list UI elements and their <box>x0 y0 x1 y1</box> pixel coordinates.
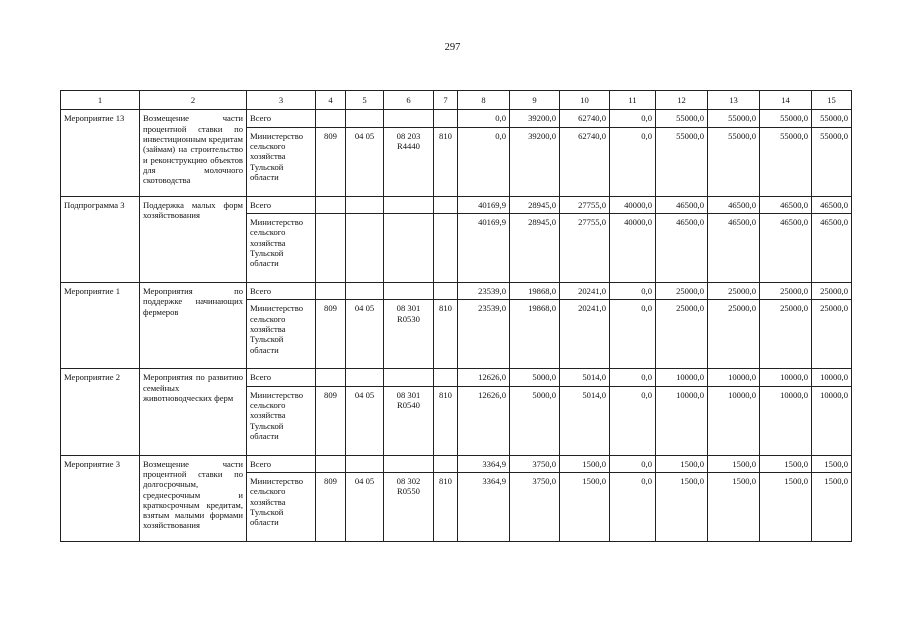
budget-code: 810 <box>434 127 458 196</box>
column-header: 12 <box>656 91 708 110</box>
amount-cell: 28945,0 <box>510 213 560 282</box>
amount-cell: 27755,0 <box>560 213 610 282</box>
amount-cell: 1500,0 <box>760 472 812 541</box>
program-name: Мероприятия по поддержке начинающих фермеров <box>140 282 247 368</box>
amount-cell: 46500,0 <box>656 196 708 213</box>
amount-cell: 5000,0 <box>510 386 560 455</box>
budget-code: 04 05 <box>346 127 384 196</box>
budget-code: 04 05 <box>346 300 384 369</box>
column-header: 4 <box>316 91 346 110</box>
amount-cell: 0,0 <box>610 369 656 386</box>
amount-cell: 0,0 <box>458 127 510 196</box>
amount-cell: 1500,0 <box>760 455 812 472</box>
amount-cell: 10000,0 <box>760 369 812 386</box>
column-header: 10 <box>560 91 610 110</box>
amount-cell: 25000,0 <box>812 282 852 299</box>
amount-cell: 23539,0 <box>458 300 510 369</box>
budget-code <box>316 282 346 299</box>
funding-source: Министерство сельского хозяйства Тульской области <box>247 472 316 541</box>
amount-cell: 0,0 <box>610 472 656 541</box>
program-code: Мероприятие 1 <box>61 282 140 368</box>
budget-code: 08 301 R0540 <box>384 386 434 455</box>
column-header: 15 <box>812 91 852 110</box>
amount-cell: 46500,0 <box>656 213 708 282</box>
page-number: 297 <box>444 42 461 53</box>
amount-cell: 0,0 <box>610 110 656 127</box>
budget-code <box>384 282 434 299</box>
budget-code: 809 <box>316 386 346 455</box>
budget-code: 08 203 R4440 <box>384 127 434 196</box>
amount-cell: 1500,0 <box>560 455 610 472</box>
amount-cell: 39200,0 <box>510 110 560 127</box>
budget-code <box>346 282 384 299</box>
funding-source: Министерство сельского хозяйства Тульской области <box>247 386 316 455</box>
budget-code <box>316 213 346 282</box>
budget-code: 04 05 <box>346 386 384 455</box>
budget-code <box>434 196 458 213</box>
budget-code <box>434 282 458 299</box>
column-header: 11 <box>610 91 656 110</box>
amount-cell: 5000,0 <box>510 369 560 386</box>
column-header: 8 <box>458 91 510 110</box>
column-header: 3 <box>247 91 316 110</box>
budget-code: 08 301 R0530 <box>384 300 434 369</box>
funding-source: Всего <box>247 196 316 213</box>
funding-source: Министерство сельского хозяйства Тульской области <box>247 300 316 369</box>
amount-cell: 55000,0 <box>656 127 708 196</box>
program-code: Мероприятие 3 <box>61 455 140 541</box>
amount-cell: 40000,0 <box>610 213 656 282</box>
amount-cell: 39200,0 <box>510 127 560 196</box>
funding-source: Министерство сельского хозяйства Тульской области <box>247 213 316 282</box>
amount-cell: 1500,0 <box>656 455 708 472</box>
amount-cell: 0,0 <box>610 282 656 299</box>
amount-cell: 55000,0 <box>656 110 708 127</box>
budget-code <box>384 196 434 213</box>
amount-cell: 1500,0 <box>708 455 760 472</box>
table-row-total <box>61 282 852 299</box>
program-code: Подпрограмма 3 <box>61 196 140 282</box>
program-code: Мероприятие 2 <box>61 369 140 455</box>
funding-source: Министерство сельского хозяйства Тульской области <box>247 127 316 196</box>
amount-cell: 12626,0 <box>458 369 510 386</box>
amount-cell: 10000,0 <box>708 386 760 455</box>
budget-code <box>316 110 346 127</box>
column-header: 1 <box>61 91 140 110</box>
amount-cell: 55000,0 <box>812 127 852 196</box>
amount-cell: 20241,0 <box>560 282 610 299</box>
amount-cell: 25000,0 <box>708 300 760 369</box>
funding-source: Всего <box>247 455 316 472</box>
amount-cell: 40169,9 <box>458 196 510 213</box>
budget-code <box>346 213 384 282</box>
amount-cell: 28945,0 <box>510 196 560 213</box>
amount-cell: 46500,0 <box>812 196 852 213</box>
budget-code: 810 <box>434 472 458 541</box>
amount-cell: 55000,0 <box>708 127 760 196</box>
column-header: 13 <box>708 91 760 110</box>
amount-cell: 55000,0 <box>760 127 812 196</box>
amount-cell: 20241,0 <box>560 300 610 369</box>
amount-cell: 46500,0 <box>812 213 852 282</box>
column-header: 7 <box>434 91 458 110</box>
amount-cell: 25000,0 <box>656 282 708 299</box>
budget-code <box>316 455 346 472</box>
funding-source: Всего <box>247 282 316 299</box>
amount-cell: 40000,0 <box>610 196 656 213</box>
funding-source: Всего <box>247 110 316 127</box>
amount-cell: 46500,0 <box>760 213 812 282</box>
amount-cell: 10000,0 <box>760 386 812 455</box>
budget-code <box>316 196 346 213</box>
budget-code: 809 <box>316 300 346 369</box>
amount-cell: 1500,0 <box>812 455 852 472</box>
budget-code: 809 <box>316 472 346 541</box>
amount-cell: 12626,0 <box>458 386 510 455</box>
budget-code: 810 <box>434 300 458 369</box>
amount-cell: 3364,9 <box>458 455 510 472</box>
amount-cell: 62740,0 <box>560 127 610 196</box>
budget-code <box>434 110 458 127</box>
amount-cell: 46500,0 <box>708 196 760 213</box>
budget-code <box>346 196 384 213</box>
budget-code: 810 <box>434 386 458 455</box>
amount-cell: 1500,0 <box>656 472 708 541</box>
budget-code <box>346 369 384 386</box>
budget-code <box>434 213 458 282</box>
amount-cell: 40169,9 <box>458 213 510 282</box>
funding-source: Всего <box>247 369 316 386</box>
amount-cell: 1500,0 <box>708 472 760 541</box>
amount-cell: 19868,0 <box>510 300 560 369</box>
table-row-total <box>61 196 852 213</box>
column-header: 6 <box>384 91 434 110</box>
amount-cell: 0,0 <box>610 127 656 196</box>
table-row-total <box>61 455 852 472</box>
amount-cell: 27755,0 <box>560 196 610 213</box>
amount-cell: 25000,0 <box>656 300 708 369</box>
amount-cell: 10000,0 <box>708 369 760 386</box>
budget-code: 809 <box>316 127 346 196</box>
amount-cell: 55000,0 <box>708 110 760 127</box>
budget-code <box>384 369 434 386</box>
amount-cell: 10000,0 <box>812 369 852 386</box>
program-name: Поддержка малых форм хозяйствования <box>140 196 247 282</box>
amount-cell: 5014,0 <box>560 369 610 386</box>
column-header: 2 <box>140 91 247 110</box>
budget-code <box>316 369 346 386</box>
budget-code: 08 302 R0550 <box>384 472 434 541</box>
amount-cell: 0,0 <box>610 300 656 369</box>
amount-cell: 10000,0 <box>656 386 708 455</box>
amount-cell: 10000,0 <box>812 386 852 455</box>
column-header: 9 <box>510 91 560 110</box>
budget-code: 04 05 <box>346 472 384 541</box>
amount-cell: 25000,0 <box>708 282 760 299</box>
program-code: Мероприятие 13 <box>61 110 140 196</box>
amount-cell: 25000,0 <box>812 300 852 369</box>
amount-cell: 55000,0 <box>812 110 852 127</box>
amount-cell: 25000,0 <box>760 300 812 369</box>
amount-cell: 1500,0 <box>812 472 852 541</box>
amount-cell: 19868,0 <box>510 282 560 299</box>
amount-cell: 0,0 <box>610 455 656 472</box>
program-name: Возмещение части процентной ставки по долгосрочным, среднесрочным и краткосрочным кредитам, взятым малыми формами хозяйствования <box>140 455 247 541</box>
amount-cell: 23539,0 <box>458 282 510 299</box>
amount-cell: 3750,0 <box>510 455 560 472</box>
header-row <box>61 91 852 110</box>
program-name: Мероприятия по развитию семейных животноводческих ферм <box>140 369 247 455</box>
budget-code <box>384 213 434 282</box>
table-row-total <box>61 369 852 386</box>
amount-cell: 0,0 <box>458 110 510 127</box>
table-row-total <box>61 110 852 127</box>
amount-cell: 1500,0 <box>560 472 610 541</box>
budget-code <box>384 110 434 127</box>
budget-code <box>434 369 458 386</box>
amount-cell: 10000,0 <box>656 369 708 386</box>
amount-cell: 46500,0 <box>760 196 812 213</box>
budget-code <box>384 455 434 472</box>
budget-table <box>60 90 852 542</box>
amount-cell: 46500,0 <box>708 213 760 282</box>
amount-cell: 5014,0 <box>560 386 610 455</box>
amount-cell: 0,0 <box>610 386 656 455</box>
amount-cell: 25000,0 <box>760 282 812 299</box>
amount-cell: 3750,0 <box>510 472 560 541</box>
budget-code <box>346 110 384 127</box>
column-header: 5 <box>346 91 384 110</box>
amount-cell: 3364,9 <box>458 472 510 541</box>
budget-code <box>346 455 384 472</box>
amount-cell: 55000,0 <box>760 110 812 127</box>
budget-code <box>434 455 458 472</box>
amount-cell: 62740,0 <box>560 110 610 127</box>
column-header: 14 <box>760 91 812 110</box>
program-name: Возмещение части процентной ставки по инвестиционным кредитам (займам) на строительство и реконструкцию объектов для молочного скотоводства <box>140 110 247 196</box>
